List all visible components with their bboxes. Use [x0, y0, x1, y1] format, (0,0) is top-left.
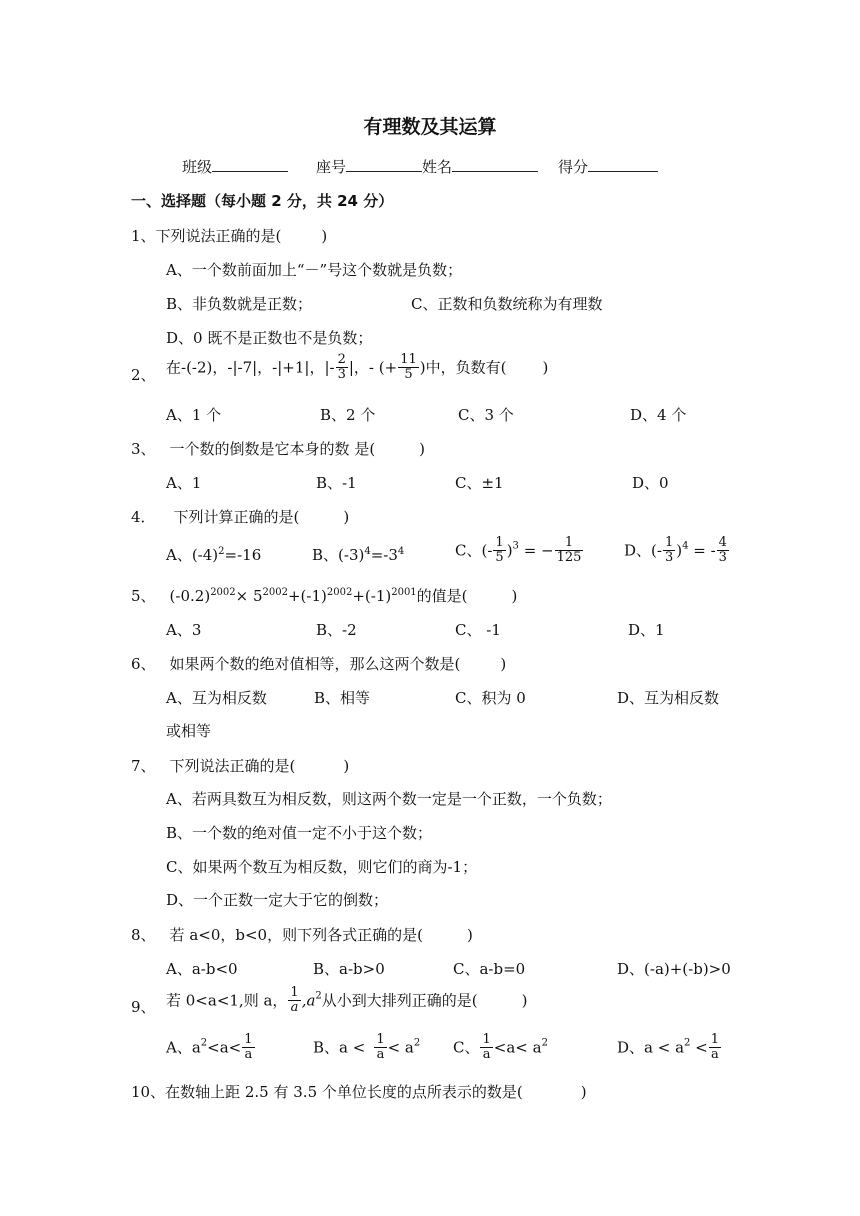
- q2-text-mid: |，- (+: [348, 358, 398, 377]
- question-9-number: 9、: [131, 998, 156, 1016]
- q9-option-b: [313, 1033, 420, 1062]
- close-paren: ): [511, 587, 518, 605]
- question-number: 6、: [131, 655, 156, 673]
- q4-option-d: [624, 536, 730, 565]
- question-text: ,a: [301, 991, 316, 1010]
- numerator: 1: [555, 536, 584, 551]
- numerator: 1: [376, 1032, 385, 1047]
- class-blank: [212, 157, 288, 172]
- exponent: 2001: [391, 587, 417, 598]
- numerator: 1: [710, 1032, 720, 1047]
- question-number: 5、: [131, 587, 156, 605]
- option-text: C、: [453, 1038, 480, 1057]
- exponent: 2: [684, 1037, 691, 1049]
- option-text: B、a <: [313, 1038, 366, 1057]
- question-text: 如果两个数的绝对值相等，那么这两个数是(: [169, 655, 461, 673]
- q3-option-b: B、-1: [316, 474, 357, 492]
- question-number: 1、: [131, 227, 156, 245]
- close-paren: ): [343, 757, 350, 775]
- q5-option-a: A、3: [166, 621, 202, 639]
- denominator: 3: [664, 550, 674, 565]
- student-info-line: [182, 157, 658, 177]
- option-text: D、a < a: [617, 1038, 685, 1057]
- close-paren: ): [500, 655, 507, 673]
- question-text: (-0.2): [169, 587, 211, 605]
- close-paren: ): [521, 991, 528, 1010]
- numerator: 1: [290, 985, 299, 1000]
- exponent: 2: [315, 990, 322, 1002]
- option-text: =-16: [224, 546, 262, 564]
- fraction: [336, 353, 348, 382]
- numerator: 4: [718, 535, 727, 550]
- fraction: [242, 1033, 254, 1062]
- close-paren: ): [580, 1083, 587, 1101]
- question-number: 8、: [131, 926, 156, 944]
- seat-label: 座号: [316, 158, 347, 176]
- q2-text-post: )中，负数有(: [419, 358, 507, 377]
- exponent: 4: [364, 546, 371, 557]
- q5-option-b: B、-2: [316, 621, 357, 639]
- q3-option-d: D、0: [632, 474, 669, 492]
- numerator: 1: [482, 1032, 491, 1047]
- question-number: 4．: [131, 508, 156, 526]
- question-8: [131, 925, 473, 945]
- q8-option-b: B、a-b>0: [313, 960, 385, 978]
- q5-option-d: D、1: [628, 621, 665, 639]
- fraction: [493, 536, 505, 565]
- q1-option-c: C、正数和负数统称为有理数: [411, 295, 603, 313]
- exponent: 2: [200, 1037, 208, 1049]
- denominator: 5: [495, 550, 504, 565]
- option-text: = −: [518, 541, 554, 560]
- fraction: [717, 536, 729, 565]
- page-title: 有理数及其运算: [363, 116, 497, 138]
- denominator: 3: [337, 367, 346, 382]
- q8-option-d: D、(-a)+(-b)>0: [617, 960, 731, 978]
- q5-option-c: C、 -1: [455, 621, 501, 639]
- numerator: 1: [664, 535, 674, 550]
- fraction: [398, 353, 419, 382]
- question-2-number: 2、: [131, 366, 156, 384]
- exponent: 2002: [262, 587, 288, 598]
- question-9: [166, 986, 528, 1015]
- q9-option-a: [166, 1033, 256, 1062]
- seat-blank: [346, 157, 422, 172]
- q9-option-d: [617, 1033, 722, 1062]
- q2-option-d: D、4 个: [630, 406, 687, 424]
- exponent: 4: [397, 546, 405, 557]
- denominator: 5: [404, 367, 413, 382]
- q8-option-c: C、a-b=0: [453, 960, 526, 978]
- denominator: a: [244, 1047, 253, 1062]
- question-2: [166, 353, 548, 382]
- close-paren: ): [466, 926, 473, 944]
- fraction: [288, 986, 300, 1015]
- exponent: 2002: [326, 587, 353, 598]
- exponent: 2: [218, 546, 225, 557]
- exponent: 3: [512, 540, 519, 552]
- exponent: 2: [541, 1037, 548, 1049]
- question-5: [131, 586, 517, 606]
- q6-option-d-continued: 或相等: [166, 722, 212, 740]
- question-text: 若 0<a<1,则 a，: [166, 991, 288, 1010]
- option-text: <a< a: [493, 1038, 542, 1057]
- question-3: [131, 439, 425, 459]
- question-text: +(-1): [352, 587, 392, 605]
- fraction: [663, 536, 675, 565]
- option-text: A、(-4): [166, 546, 219, 564]
- question-6: [131, 654, 506, 674]
- q3-option-c: C、±1: [455, 474, 504, 492]
- fraction: [374, 1033, 386, 1062]
- question-text: 下列说法正确的是(: [169, 757, 296, 775]
- q3-option-a: A、1: [166, 474, 202, 492]
- question-number: 7、: [131, 757, 156, 775]
- exponent: 4: [682, 540, 689, 552]
- question-text: 若 a<0，b<0，则下列各式正确的是(: [169, 926, 423, 944]
- option-text: B、(-3): [312, 546, 365, 564]
- q2-option-b: B、2 个: [320, 406, 376, 424]
- section-heading: 一、选择题（每小题 2 分，共 24 分）: [131, 192, 394, 210]
- question-10: [131, 1082, 587, 1102]
- q4-option-a: [166, 545, 261, 565]
- question-number: 3、: [131, 440, 156, 458]
- question-text: 从小到大排列正确的是(: [321, 991, 478, 1010]
- option-text: <a<: [207, 1038, 242, 1057]
- numerator: 1: [244, 1032, 253, 1047]
- question-4: [131, 507, 349, 527]
- question-text: 下列计算正确的是(: [173, 508, 300, 526]
- numerator: 1: [495, 535, 504, 550]
- question-number: 10、: [131, 1083, 166, 1101]
- question-text: 的值是(: [416, 587, 468, 605]
- q6-option-c: C、积为 0: [455, 689, 526, 707]
- option-text: < a: [387, 1038, 414, 1057]
- question-text: +(-1): [287, 587, 327, 605]
- q4-option-b: [312, 545, 404, 565]
- close-paren: ): [343, 508, 350, 526]
- q9-option-c: [453, 1033, 548, 1062]
- q2-option-c: C、3 个: [458, 406, 514, 424]
- denominator: a: [711, 1047, 719, 1062]
- score-label: 得分: [558, 158, 589, 176]
- q2-option-a: A、1 个: [166, 406, 222, 424]
- question-text: 在数轴上距 2.5 有 3.5 个单位长度的点所表示的数是(: [165, 1083, 523, 1101]
- fraction: [709, 1033, 721, 1062]
- q7-option-b: B、一个数的绝对值一定不小于这个数；: [166, 824, 433, 842]
- q1-option-a: A、一个数前面加上“－”号这个数就是负数；: [166, 261, 463, 279]
- class-label: 班级: [182, 158, 213, 176]
- q1-option-b: B、非负数就是正数；: [166, 295, 313, 313]
- q7-option-d: D、一个正数一定大于它的倒数；: [166, 891, 389, 909]
- question-text: × 5: [235, 587, 263, 605]
- question-1: [131, 226, 327, 246]
- denominator: a: [376, 1047, 385, 1062]
- close-paren: ): [542, 358, 549, 377]
- numerator: 2: [337, 352, 346, 367]
- exponent: 2002: [210, 587, 236, 598]
- option-text: D、(-: [624, 541, 662, 560]
- option-text: C、(-: [455, 541, 493, 560]
- q4-option-c: [455, 536, 584, 565]
- question-text: 一个数的倒数是它本身的数 是(: [169, 440, 376, 458]
- option-text: = -: [688, 541, 716, 560]
- q7-option-c: C、如果两个数互为相反数，则它们的商为-1；: [166, 858, 478, 876]
- fraction: [480, 1033, 492, 1062]
- option-text: <: [690, 1038, 708, 1057]
- exponent: 2: [413, 1037, 421, 1049]
- q6-option-d: D、互为相反数: [617, 689, 720, 707]
- denominator: a: [290, 1000, 299, 1015]
- denominator: 3: [718, 550, 727, 565]
- option-text: ): [506, 541, 513, 560]
- option-text: ): [676, 541, 683, 560]
- q1-option-d: D、0 既不是正数也不是负数；: [166, 329, 373, 347]
- fraction: [555, 536, 584, 565]
- question-7: [131, 756, 349, 776]
- option-text: A、a: [166, 1038, 201, 1057]
- name-label: 姓名: [422, 158, 453, 176]
- close-paren: ): [321, 227, 328, 245]
- close-paren: ): [419, 440, 426, 458]
- q8-option-a: A、a-b<0: [166, 960, 238, 978]
- q2-text-pre: 在-(-2)，-|-7|，-|+1|，|-: [166, 358, 335, 377]
- denominator: a: [482, 1047, 491, 1062]
- name-blank: [452, 157, 538, 172]
- option-text: =-3: [370, 546, 398, 564]
- score-blank: [588, 157, 658, 172]
- q6-option-b: B、相等: [314, 689, 371, 707]
- q7-option-a: A、若两具数互为相反数，则这两个数一定是一个正数，一个负数；: [166, 790, 612, 808]
- numerator: 11: [400, 352, 417, 367]
- question-text: 下列说法正确的是(: [155, 227, 282, 245]
- q6-option-a: A、互为相反数: [166, 689, 267, 707]
- denominator: 125: [556, 550, 582, 565]
